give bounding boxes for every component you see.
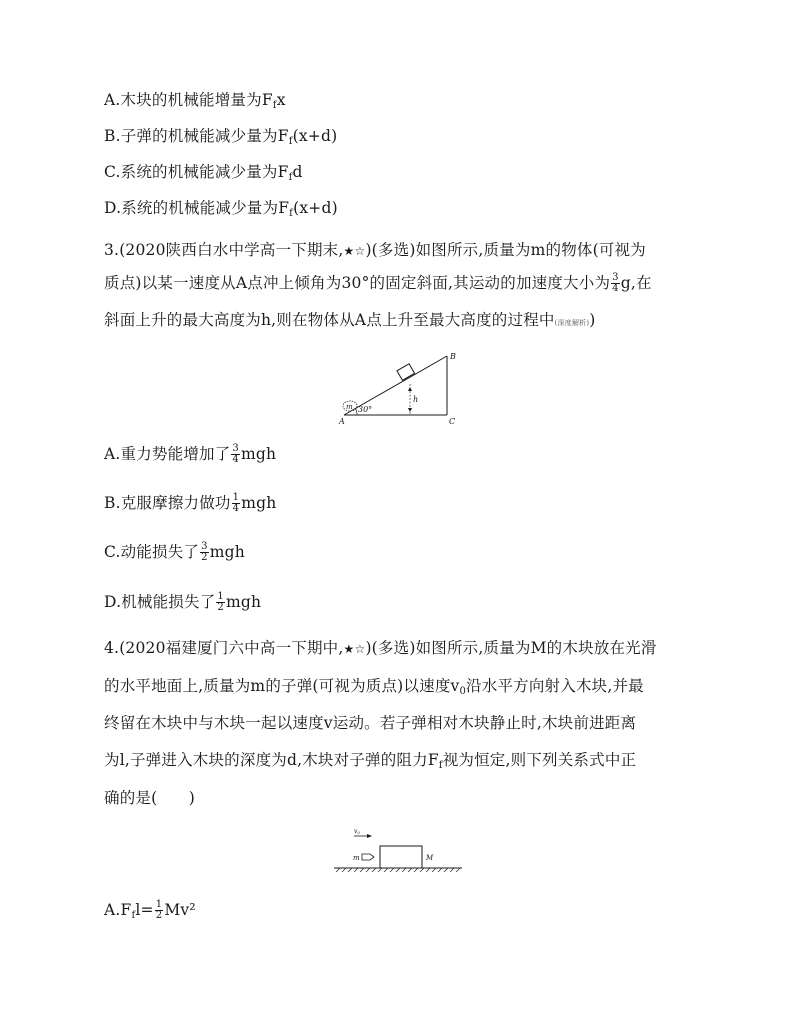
subscript: f [289, 208, 294, 219]
difficulty-star-icon: ★☆ [343, 642, 366, 656]
frac-num: 1 [232, 491, 240, 503]
subscript: f [438, 760, 443, 771]
q3-text: ) [589, 311, 596, 329]
q3-text: g,在 [620, 274, 652, 292]
frac-num: 3 [232, 442, 239, 454]
height-arrow-up [408, 387, 412, 391]
subscript: f [288, 172, 293, 183]
q3-line-2 [104, 273, 652, 295]
frac-den: 2 [201, 551, 208, 563]
q4-text: 的水平地面上,质量为m的子弹(可视为质点)以速度v [104, 677, 460, 695]
frac-den: 4 [232, 453, 239, 465]
q3-text: 斜面上升的最大高度为h,则在物体从A点上升至最大高度的过程中 [104, 311, 555, 329]
label-m: m [353, 854, 360, 862]
option-text: mgh [241, 494, 277, 512]
option-text: (x+d) [292, 127, 338, 145]
ground-hatch [336, 868, 460, 872]
subscript: f [131, 910, 136, 921]
option-text: l= [135, 901, 154, 919]
wood-block [380, 846, 422, 868]
option-text: (x+d) [293, 199, 338, 217]
option-text: mgh [209, 543, 245, 561]
option-text: mgh [240, 445, 277, 463]
frac-num: 1 [155, 898, 163, 910]
velocity-arrowhead [367, 834, 372, 838]
subscript: f [288, 136, 293, 147]
bullet [362, 854, 374, 860]
frac-num: 3 [201, 540, 208, 552]
q4-text: 视为恒定,则下列关系式中正 [442, 751, 637, 769]
option-b-prev [104, 126, 337, 152]
angle-arc [356, 409, 358, 416]
frac-num: 3 [612, 271, 619, 283]
option-text: x [276, 91, 286, 109]
option-text: A.F [104, 901, 132, 919]
frac-den: 4 [232, 502, 240, 514]
option-c-prev [104, 162, 303, 188]
option-text: B.子弹的机械能减少量为F [104, 127, 289, 145]
q4-text: 为l,子弹进入木块的深度为d,木块对子弹的阻力F [104, 751, 439, 769]
label-v0: v0 [354, 828, 360, 835]
q3-text: 3.(2020陕西白水中学高一下期末, [104, 241, 344, 259]
q4-line-5 [104, 788, 195, 808]
label-b: B [450, 352, 456, 361]
q3-text: )(多选)如图所示,质量为m的物体(可视为 [365, 241, 646, 259]
option-text: mgh [225, 593, 262, 611]
q3-line-3 [104, 310, 596, 333]
label-h: h [413, 395, 419, 404]
bullet-block-figure [332, 826, 464, 876]
frac-num: 1 [217, 590, 224, 602]
q4-text: 终留在木块中与木块一起以速度v运动。若子弹相对木块静止时,木块前进距离 [104, 714, 637, 732]
frac-den: 4 [612, 282, 619, 294]
q4-text: )(多选)如图所示,质量为M的木块放在光滑 [365, 639, 657, 657]
label-c: C [449, 417, 456, 426]
frac-den: 2 [217, 601, 224, 613]
label-m: m [346, 403, 353, 411]
option-text: B.克服摩擦力做功 [104, 494, 231, 512]
block-on-incline [397, 364, 415, 381]
fraction [231, 444, 240, 465]
q3-line-1 [104, 240, 646, 261]
label-a: A [339, 417, 345, 426]
fraction [216, 592, 225, 613]
label-big-m: M [426, 854, 434, 862]
q4-line-3 [104, 713, 636, 733]
option-text: C.动能损失了 [104, 543, 200, 561]
q4-text: 确的是( ) [104, 789, 195, 807]
q4-option-a [104, 900, 196, 926]
option-text: d [292, 163, 303, 181]
analysis-tag: (深度解析) [554, 319, 590, 327]
incline-figure [330, 350, 470, 430]
difficulty-star-icon: ★☆ [343, 244, 366, 258]
q3-text: 质点)以某一速度从A点冲上倾角为30°的固定斜面,其运动的加速度大小为 [104, 274, 611, 292]
q4-line-4 [104, 750, 636, 776]
fraction [232, 493, 241, 514]
q4-line-2 [104, 676, 644, 702]
option-text: D.机械能损失了 [104, 593, 216, 611]
q4-text: 4.(2020福建厦门六中高一下期中, [104, 639, 344, 657]
frac-den: 2 [155, 909, 163, 921]
height-arrow-down [408, 408, 412, 412]
q3-option-c [104, 542, 245, 564]
q3-option-d [104, 592, 261, 614]
option-d-prev [104, 198, 338, 224]
q4-text: 沿水平方向射入木块,并最 [466, 677, 644, 695]
option-text: A.重力势能增加了 [104, 445, 231, 463]
option-a-prev [104, 90, 286, 116]
fraction [611, 273, 620, 294]
subscript: f [272, 100, 277, 111]
option-text: C.系统的机械能减少量为F [104, 163, 289, 181]
label-angle: 30° [358, 405, 373, 414]
q4-line-1 [104, 638, 657, 659]
fraction [155, 900, 164, 921]
option-text: Mv² [164, 901, 196, 919]
q3-option-a [104, 444, 276, 466]
subscript: 0 [459, 686, 467, 697]
q3-option-b [104, 493, 276, 515]
fraction [200, 542, 209, 563]
option-text: A.木块的机械能增量为F [104, 91, 273, 109]
option-text: D.系统的机械能减少量为F [104, 199, 290, 217]
